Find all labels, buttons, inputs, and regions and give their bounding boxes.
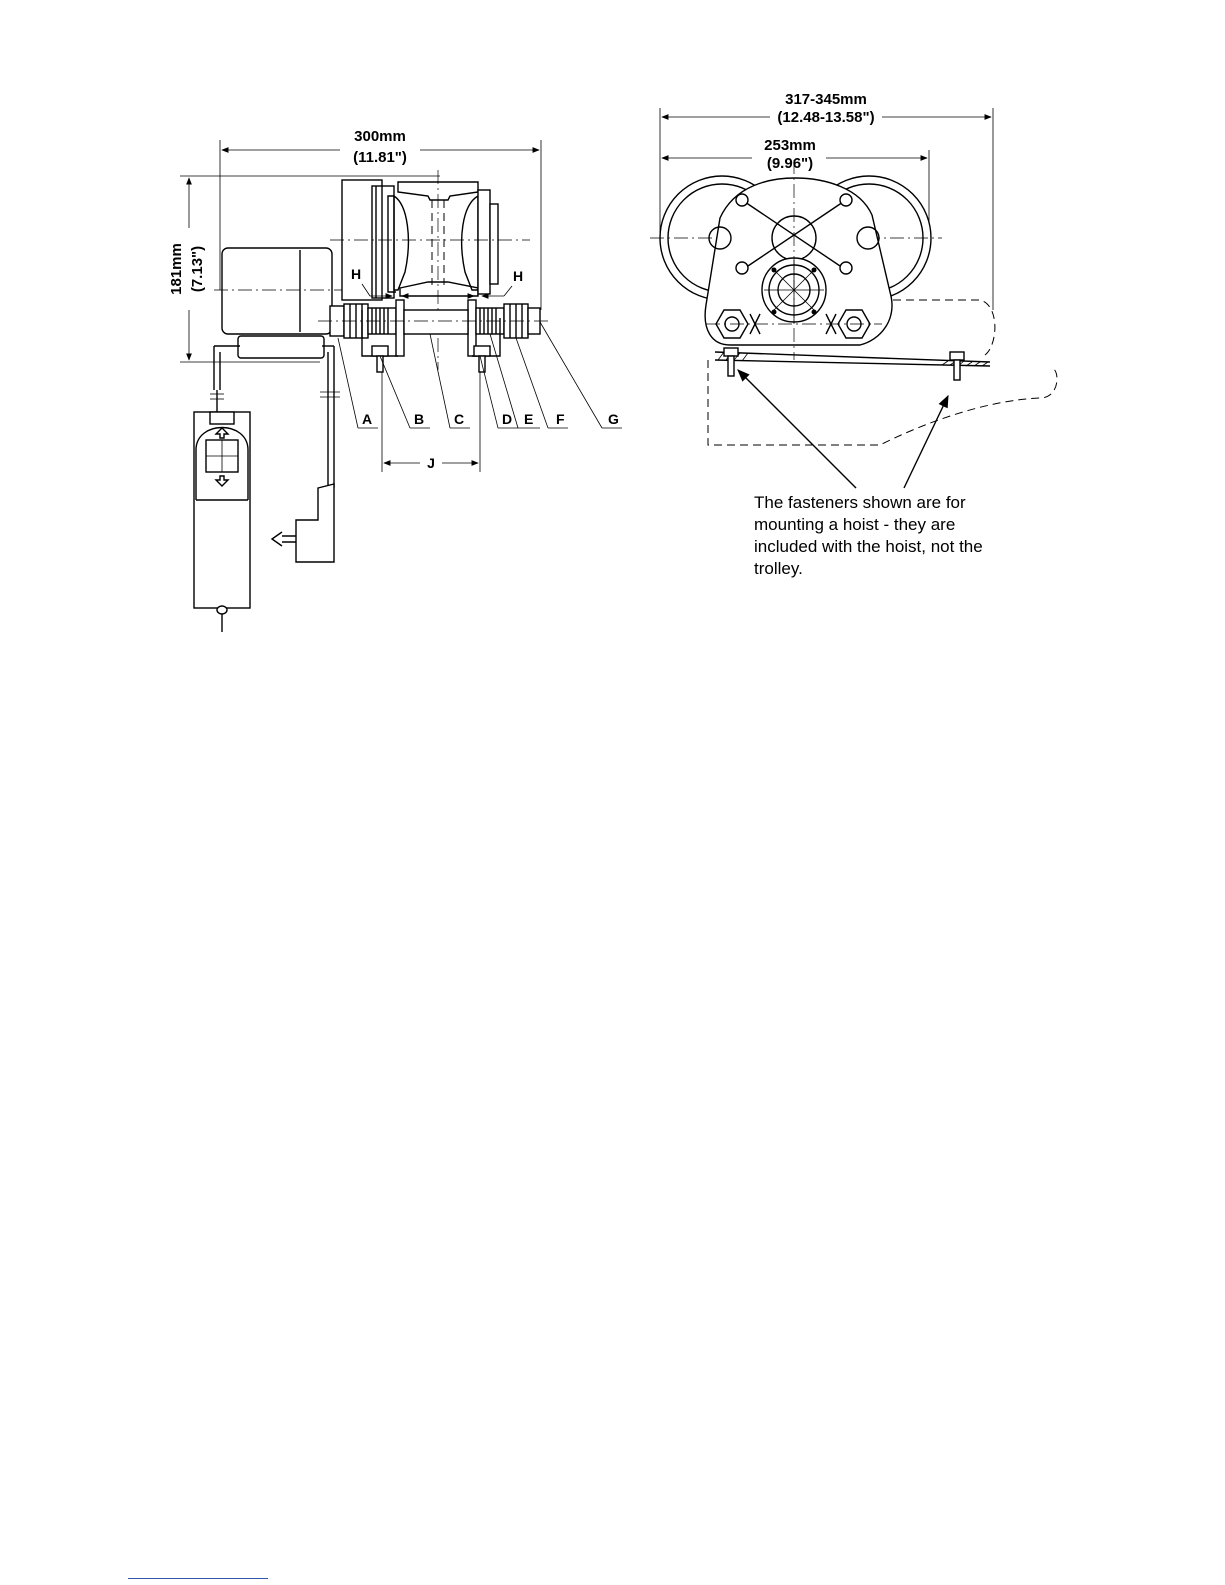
part-label-a: A <box>362 411 373 427</box>
part-label-e: E <box>524 411 534 427</box>
outer-dim-inch: (12.48-13.58") <box>777 109 875 126</box>
note-line-4: trolley. <box>754 559 803 578</box>
mounting-flange <box>715 348 990 380</box>
footer-rule <box>128 1578 268 1579</box>
pendant-control <box>194 390 250 632</box>
part-label-f: F <box>556 411 565 427</box>
power-plug <box>272 392 340 562</box>
note-line-1: The fasteners shown are for <box>754 493 966 512</box>
inner-dim-mm: 253mm <box>764 137 816 154</box>
span-dimension <box>382 372 480 472</box>
width-dim-mm: 300mm <box>354 128 406 145</box>
note-line-2: mounting a hoist - they are <box>754 515 956 534</box>
side-view <box>168 128 622 632</box>
axle-assembly <box>318 300 548 372</box>
gap-label-h-right: H <box>512 268 524 284</box>
height-dim-inch: (7.13") <box>189 245 206 293</box>
width-dim-inch: (11.81") <box>353 149 407 166</box>
gap-label-h-left: H <box>350 266 362 282</box>
fastener-note <box>754 493 983 578</box>
part-label-d: D <box>502 411 513 427</box>
note-line-3: included with the hoist, not the <box>754 537 983 556</box>
outer-dim-mm: 317-345mm <box>785 91 867 108</box>
fastener-leaders <box>738 370 948 488</box>
height-dim-mm: 181mm <box>168 243 185 295</box>
part-label-b: B <box>414 411 425 427</box>
part-label-g: G <box>608 411 619 427</box>
front-view <box>650 91 1057 578</box>
inner-dim-inch: (9.96") <box>766 155 814 172</box>
span-label-j: J <box>427 455 435 471</box>
part-label-c: C <box>454 411 465 427</box>
